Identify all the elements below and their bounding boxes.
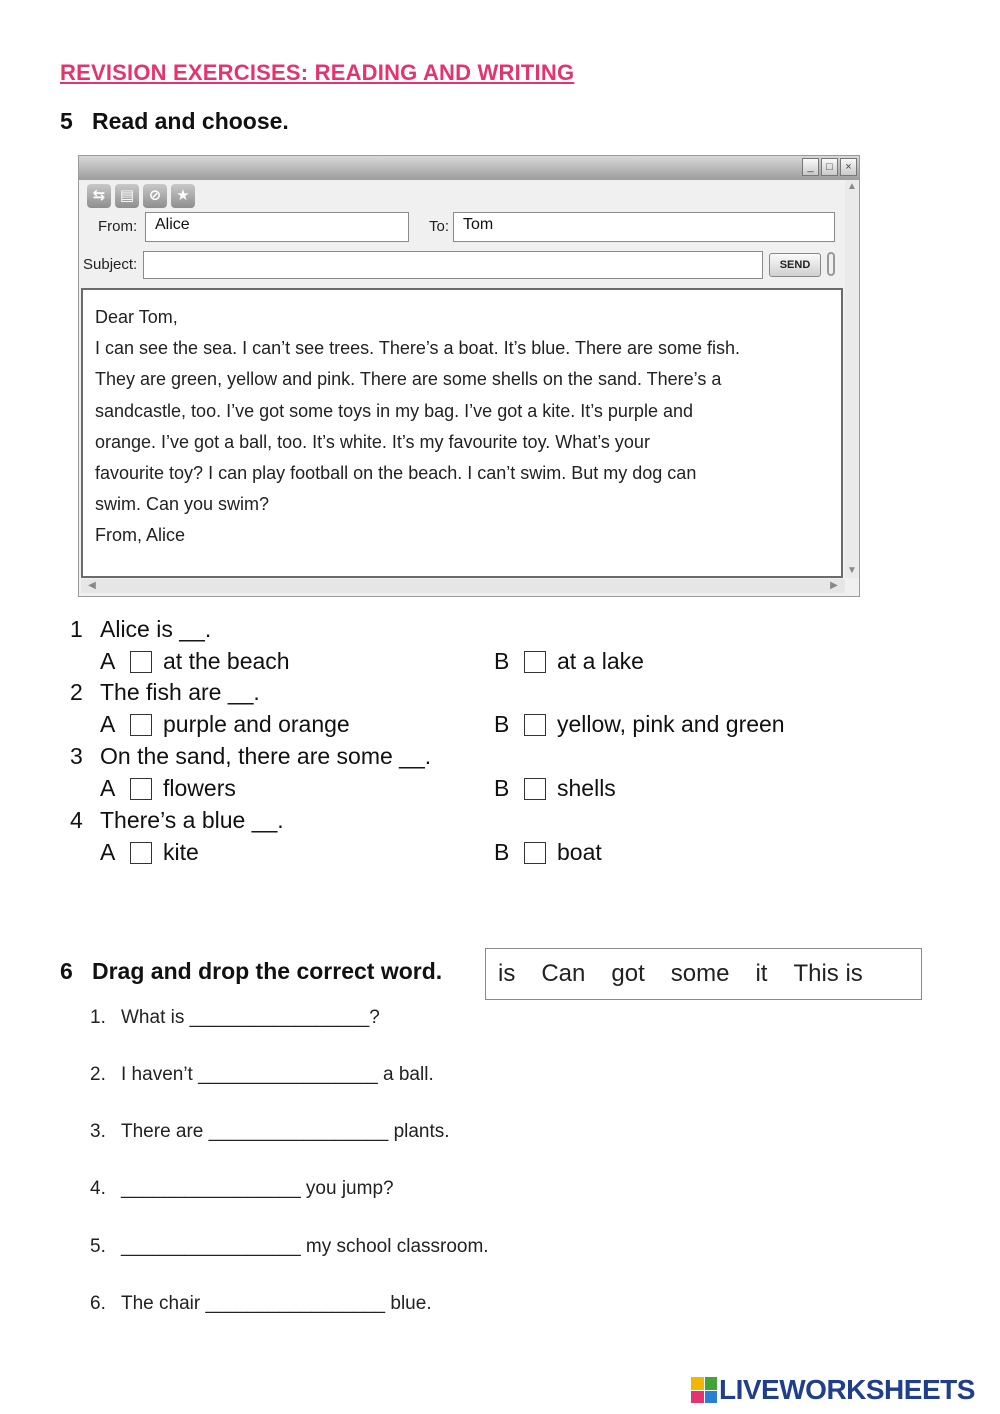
item-text: I haven’t _________________ a ball.: [121, 1064, 434, 1085]
liveworksheets-logo: [691, 1374, 975, 1406]
email-line: swim. Can you swim?: [95, 494, 270, 515]
item-number: 3.: [90, 1121, 106, 1142]
item-number: 5.: [90, 1236, 106, 1257]
option-letter: A: [100, 648, 116, 674]
section-5-number: 5: [60, 108, 73, 134]
checkbox[interactable]: [130, 714, 152, 736]
fill-item-6[interactable]: [90, 1293, 432, 1315]
item-number: 4.: [90, 1178, 106, 1199]
email-line: They are green, yellow and pink. There are some shells on the sand. There’s a: [95, 369, 722, 390]
question-text: Alice is __.: [100, 616, 212, 642]
close-button[interactable]: ×: [840, 158, 857, 176]
email-line: orange. I’ve got a ball, too. It’s white. It’s my favourite toy. What’s your: [95, 431, 650, 452]
option-text: shells: [557, 775, 616, 801]
item-text: There are _________________ plants.: [121, 1121, 450, 1142]
email-line: Dear Tom,: [95, 307, 178, 327]
question-number: 4: [70, 807, 83, 833]
checkbox[interactable]: [524, 714, 546, 736]
option-text: purple and orange: [163, 711, 350, 737]
item-number: 6.: [90, 1293, 106, 1314]
question-2: [70, 679, 260, 706]
star-icon[interactable]: ★: [171, 184, 195, 208]
draggable-word[interactable]: Can: [541, 960, 586, 987]
to-field[interactable]: Tom: [453, 212, 835, 242]
word-bank: [485, 948, 922, 1000]
option-text: boat: [557, 839, 602, 865]
email-line: favourite toy? I can play football on the beach. I can’t swim. But my dog can: [95, 463, 697, 484]
question-text: The fish are __.: [100, 679, 260, 705]
question-number: 1: [70, 616, 83, 642]
fill-item-1[interactable]: [90, 1007, 380, 1029]
checkbox[interactable]: [524, 778, 546, 800]
option-letter: B: [494, 775, 510, 801]
section-6-title: [60, 958, 442, 985]
checkbox[interactable]: [130, 651, 152, 673]
question-1: [70, 616, 211, 643]
maximize-button[interactable]: □: [821, 158, 838, 176]
fill-item-3[interactable]: [90, 1121, 450, 1143]
logo-icon: [691, 1377, 717, 1403]
email-window: [78, 155, 860, 597]
scroll-down-icon[interactable]: ▼: [847, 565, 857, 576]
option-text: yellow, pink and green: [557, 711, 785, 737]
option-letter: B: [494, 711, 510, 737]
option-3a[interactable]: [100, 775, 236, 802]
draggable-word[interactable]: some: [670, 960, 730, 987]
draggable-word[interactable]: is: [498, 960, 516, 987]
fill-item-5[interactable]: [90, 1236, 489, 1258]
option-text: at a lake: [557, 648, 644, 674]
scroll-right-icon[interactable]: ▶: [830, 580, 838, 591]
fill-item-2[interactable]: [90, 1064, 434, 1086]
fill-item-4[interactable]: [90, 1178, 394, 1200]
option-letter: A: [100, 775, 116, 801]
question-text: There’s a blue __.: [100, 807, 284, 833]
option-4b[interactable]: [494, 839, 602, 866]
option-letter: A: [100, 711, 116, 737]
vertical-scrollbar[interactable]: [845, 180, 859, 578]
logo-square: [691, 1391, 704, 1404]
logo-square: [705, 1391, 718, 1404]
checkbox[interactable]: [130, 778, 152, 800]
refresh-icon[interactable]: ⇆: [87, 184, 111, 208]
option-text: flowers: [163, 775, 236, 801]
window-controls: [802, 158, 857, 176]
option-text: at the beach: [163, 648, 290, 674]
subject-field[interactable]: [143, 251, 763, 279]
block-icon[interactable]: ⊘: [143, 184, 167, 208]
option-text: kite: [163, 839, 199, 865]
item-text: The chair _________________ blue.: [121, 1293, 432, 1314]
scroll-up-icon[interactable]: ▲: [847, 181, 857, 192]
question-3: [70, 743, 431, 770]
draggable-word[interactable]: This is: [793, 960, 863, 987]
draggable-word[interactable]: it: [755, 960, 768, 987]
email-line: From, Alice: [95, 525, 186, 546]
section-5-title: [60, 108, 289, 135]
from-field[interactable]: Alice: [145, 212, 409, 242]
option-1a[interactable]: [100, 648, 290, 675]
option-1b[interactable]: [494, 648, 644, 675]
page-heading: REVISION EXERCISES: READING AND WRITING: [60, 60, 575, 85]
question-number: 2: [70, 679, 83, 705]
subject-label: Subject:: [83, 256, 138, 273]
draggable-word[interactable]: got: [611, 960, 645, 987]
logo-text: LIVEWORKSHEETS: [719, 1374, 975, 1405]
section-5-title-text: Read and choose.: [92, 108, 289, 134]
logo-square: [705, 1377, 718, 1390]
from-label: From:: [98, 218, 138, 235]
checkbox[interactable]: [524, 651, 546, 673]
option-3b[interactable]: [494, 775, 616, 802]
logo-square: [691, 1377, 704, 1390]
email-toolbar: [87, 184, 195, 208]
section-6-number: 6: [60, 958, 73, 984]
option-2b[interactable]: [494, 711, 785, 738]
to-label: To:: [429, 218, 450, 235]
horizontal-scrollbar[interactable]: [81, 579, 845, 593]
question-number: 3: [70, 743, 83, 769]
question-4: [70, 807, 284, 834]
print-icon[interactable]: ▤: [115, 184, 139, 208]
window-titlebar: [79, 156, 859, 180]
checkbox[interactable]: [524, 842, 546, 864]
option-letter: B: [494, 648, 510, 674]
email-line: sandcastle, too. I’ve got some toys in my bag. I’ve got a kite. It’s purple and: [95, 400, 693, 421]
send-button[interactable]: SEND: [769, 253, 821, 277]
checkbox[interactable]: [130, 842, 152, 864]
scroll-left-icon[interactable]: ◀: [88, 580, 96, 591]
option-2a[interactable]: [100, 711, 350, 738]
section-6-title-text: Drag and drop the correct word.: [92, 958, 443, 984]
option-letter: B: [494, 839, 510, 865]
item-text: _________________ my school classroom.: [121, 1236, 489, 1257]
option-4a[interactable]: [100, 839, 199, 866]
option-letter: A: [100, 839, 116, 865]
email-line: I can see the sea. I can’t see trees. There’s a boat. It’s blue. There are some fish.: [95, 338, 741, 359]
minimize-button[interactable]: _: [802, 158, 819, 176]
email-body: [81, 288, 843, 578]
item-text: _________________ you jump?: [121, 1178, 394, 1199]
paperclip-icon[interactable]: [827, 252, 835, 276]
item-number: 2.: [90, 1064, 106, 1085]
item-text: What is _________________?: [121, 1007, 380, 1028]
item-number: 1.: [90, 1007, 106, 1028]
question-text: On the sand, there are some __.: [100, 743, 432, 769]
